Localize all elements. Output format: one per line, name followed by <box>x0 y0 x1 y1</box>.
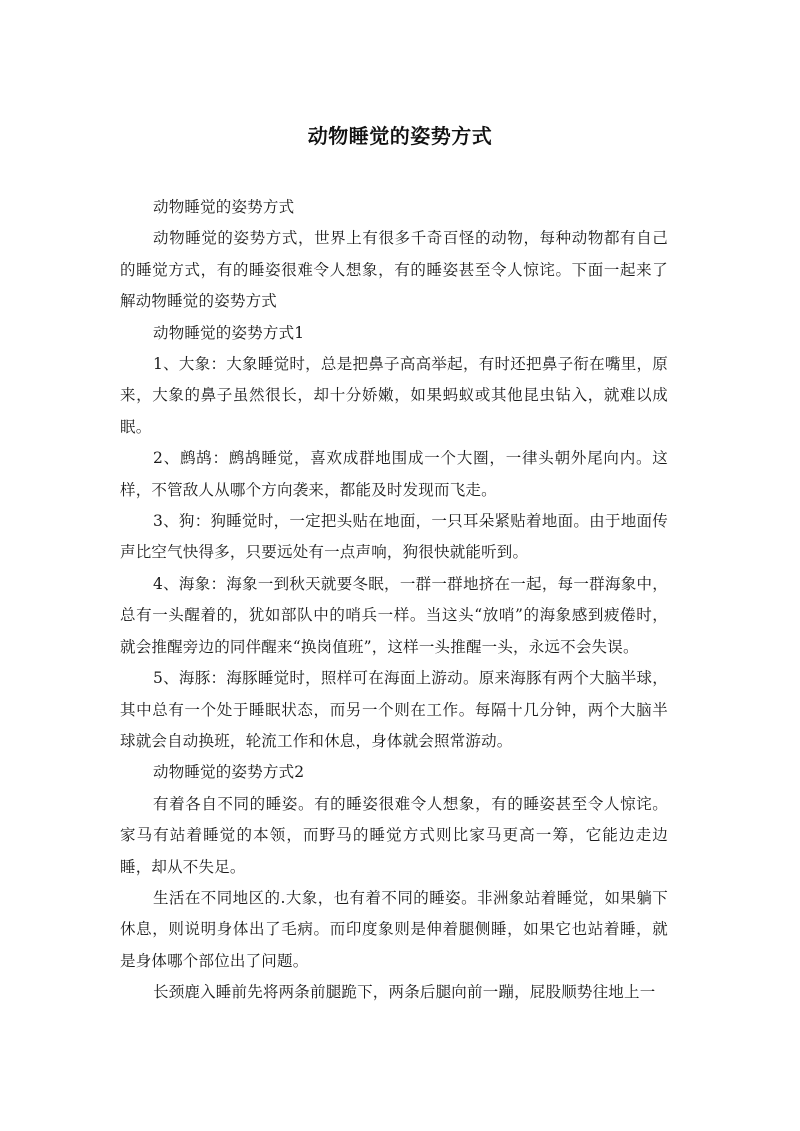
paragraph-elephant: 1、大象：大象睡觉时，总是把鼻子高高举起，有时还把鼻子衔在嘴里，原来，大象的鼻子虽然很长，却十分娇嫩，如果蚂蚁或其他昆虫钻入，就难以成眠。 <box>120 355 668 436</box>
paragraph-dog: 3、狗：狗睡觉时，一定把头贴在地面，一只耳朵紧贴着地面。由于地面传声比空气快得多，只要远处有一点声响，狗很快就能听到。 <box>120 512 668 562</box>
section-heading-1: 动物睡觉的姿势方式1 <box>153 323 305 342</box>
paragraph-elephants-regions: 生活在不同地区的.大象，也有着不同的睡姿。非洲象站着睡觉，如果躺下休息，则说明身体出了毛病。而印度象则是伸着腿侧睡，如果它也站着睡，就是身体哪个部位出了问题。 <box>120 888 668 970</box>
paragraph-dolphin: 5、海豚：海豚睡觉时，照样可在海面上游动。原来海豚有两个大脑半球，其中总有一个处于睡眠状态，而另一个则在工作。每隔十几分钟，两个大脑半球就会自动换班，轮流工作和休息，身体就会照常游动。 <box>120 669 668 750</box>
paragraph-intro: 动物睡觉的姿势方式，世界上有很多千奇百怪的动物，每种动物都有自己的睡觉方式，有的睡姿很难令人想象，有的睡姿甚至令人惊诧。下面一起来了解动物睡觉的姿势方式 <box>120 229 668 311</box>
document-body <box>120 192 668 1009</box>
document-title: 动物睡觉的姿势方式 <box>307 124 493 148</box>
paragraph-partridge: 2、鹧鸪：鹧鸪睡觉，喜欢成群地围成一个大圈，一律头朝外尾向内。这样，不管敌人从哪个方向袭来，都能及时发现而飞走。 <box>120 449 668 499</box>
section-heading-2: 动物睡觉的姿势方式2 <box>153 763 305 782</box>
paragraph-walrus: 4、海象：海象一到秋天就要冬眠，一群一群地挤在一起，每一群海象中，总有一头醒着的，犹如部队中的哨兵一样。当这头“放哨”的海象感到疲倦时，就会推醒旁边的同伴醒来“换岗值班”，这样一头推醒一头，永远不会失误。 <box>120 574 668 656</box>
paragraph-horses: 有着各自不同的睡姿。有的睡姿很难令人想象，有的睡姿甚至令人惊诧。家马有站着睡觉的本领，而野马的睡觉方式则比家马更高一筹，它能边走边睡，却从不失足。 <box>120 794 668 876</box>
paragraph-subtitle: 动物睡觉的姿势方式 <box>153 198 295 216</box>
paragraph-giraffe: 长颈鹿入睡前先将两条前腿跪下，两条后腿向前一蹦，屁股顺势往地上一 <box>153 983 656 1002</box>
